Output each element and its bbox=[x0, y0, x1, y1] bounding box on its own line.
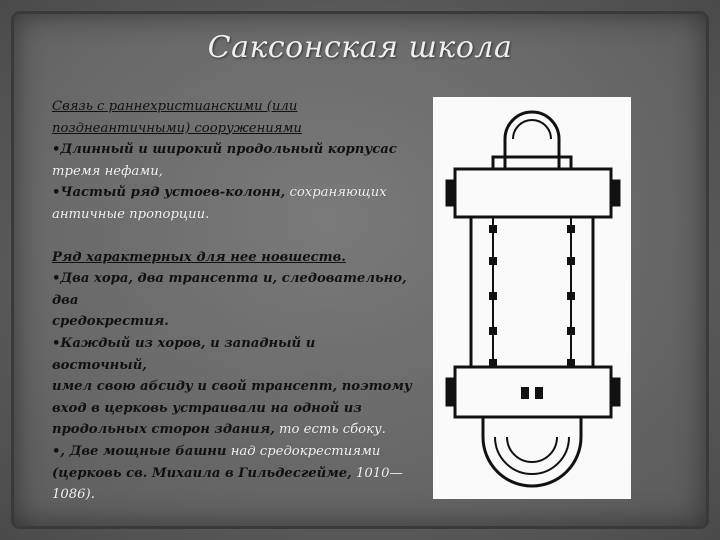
bullet-2 bbox=[52, 182, 414, 204]
bullet-5-line-2-bold: (церковь св. Михаила в Гильдесгейме, bbox=[52, 465, 352, 481]
heading-2: Ряд характерных для нее новшеств. bbox=[52, 249, 346, 265]
bullet-2-rest: античные пропорции. bbox=[52, 206, 210, 222]
bullet-1-rest: тремя нефами, bbox=[52, 163, 163, 179]
bullet-5-line-3: 1086). bbox=[52, 487, 95, 503]
heading-1-line-1: Связь с раннехристианскими (или bbox=[52, 99, 298, 114]
bullet-3-line-2: средокрестия. bbox=[52, 314, 169, 330]
bullet-4-line-1: •Каждый из хоров, и западный и восточный, bbox=[52, 335, 316, 373]
bullet-4-line-4 bbox=[52, 419, 414, 441]
bullet-5-line-2 bbox=[52, 463, 414, 485]
bullet-2-bold: •Частый ряд устоев-колонн, bbox=[52, 185, 286, 201]
bullet-5-line-2-lite: 1010— bbox=[351, 465, 403, 481]
bullet-4-line-3: вход в церковь устраивали на одной из bbox=[52, 400, 362, 416]
bullet-1-bold: •Длинный и широкий продольный корпусас bbox=[52, 142, 397, 158]
bullet-3-line-1: •Два хора, два трансепта и, следовательно, два bbox=[52, 271, 407, 308]
bullet-4-line-2: имел свою абсиду и свой трансепт, поэтому bbox=[52, 379, 412, 395]
bullet-1 bbox=[52, 139, 414, 161]
bullet-5-lite: над средокрестиями bbox=[226, 443, 381, 459]
church-floor-plan-image bbox=[433, 97, 631, 499]
heading-1-line-2: позднеантичными) сооружениями bbox=[52, 120, 302, 136]
body-text bbox=[52, 96, 414, 506]
bullet-2-lite: сохраняющих bbox=[285, 185, 387, 201]
bullet-5-bold: •, Две мощные башни bbox=[52, 443, 227, 459]
floor-plan-drawing bbox=[433, 97, 631, 499]
bullet-5-line-1 bbox=[52, 441, 414, 463]
slide-title: Саксонская школа bbox=[207, 30, 513, 65]
bullet-4-lite: то есть сбоку. bbox=[274, 422, 386, 438]
bullet-4-bold: продольных сторон здания, bbox=[52, 422, 275, 438]
